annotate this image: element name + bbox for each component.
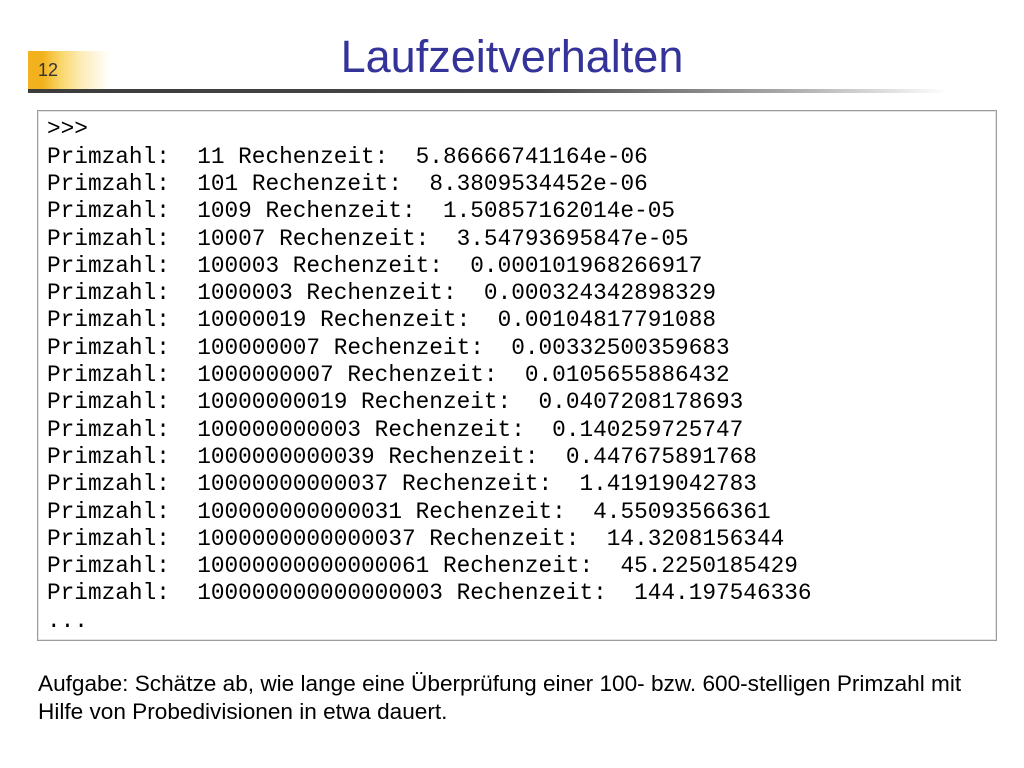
time-label: Rechenzeit: (306, 280, 457, 307)
console-output-line (47, 553, 996, 580)
prime-value: 100000000003 (197, 416, 362, 443)
console-output-line (47, 144, 996, 171)
title-divider (28, 89, 948, 93)
time-label: Rechenzeit: (388, 443, 539, 470)
prime-value: 1000000000000037 (197, 525, 416, 552)
time-label: Rechenzeit: (279, 225, 430, 252)
time-value: 14.3208156344 (606, 525, 785, 552)
prime-value: 10000000019 (197, 389, 348, 416)
prime-value: 101 (197, 170, 239, 197)
time-label: Rechenzeit: (265, 198, 416, 225)
prime-label: Primzahl: (47, 252, 170, 279)
console-output-line (47, 253, 996, 280)
time-value: 0.0407208178693 (538, 389, 744, 416)
prime-value: 11 (197, 143, 225, 170)
time-value: 0.000101968266917 (470, 252, 703, 279)
prime-value: 1000000007 (197, 362, 334, 389)
time-label: Rechenzeit: (401, 471, 553, 498)
prime-label: Primzahl: (47, 143, 170, 170)
console-output-line (47, 471, 996, 498)
console-output-line (47, 499, 996, 526)
time-value: 0.447675891768 (565, 443, 757, 470)
time-label: Rechenzeit: (415, 498, 566, 525)
slide-number: 12 (38, 60, 59, 80)
prime-label: Primzahl: (47, 525, 170, 552)
time-value: 45.2250185429 (620, 553, 798, 580)
prime-value: 100003 (197, 252, 280, 279)
console-output-line (47, 362, 996, 389)
prime-value: 10000000000037 (197, 471, 389, 498)
console-output-line (47, 198, 996, 225)
time-value: 0.0105655886432 (524, 362, 730, 389)
time-label: Rechenzeit: (374, 416, 525, 443)
prime-value: 100000000000031 (197, 498, 402, 525)
time-value: 0.00332500359683 (511, 334, 730, 361)
console-output-line (47, 171, 996, 198)
console-continuation: ... (47, 607, 88, 634)
prime-label: Primzahl: (47, 416, 170, 443)
time-label: Rechenzeit: (361, 389, 512, 416)
time-label: Rechenzeit: (456, 580, 607, 607)
time-value: 0.140259725747 (552, 416, 744, 443)
console-output-line (47, 580, 996, 607)
prime-value: 100000007 (197, 334, 321, 361)
prime-value: 100000000000000003 (197, 580, 443, 607)
time-value: 5.86666741164e-06 (415, 143, 648, 170)
prime-label: Primzahl: (47, 307, 170, 334)
prime-value: 10007 (197, 225, 266, 252)
task-text: Aufgabe: Schätze ab, wie lange eine Überprüfung einer 100- bzw. 600-stelligen Primzahl mit Hilfe von Probedivisionen in etwa dauert. (38, 671, 962, 724)
prime-value: 1009 (197, 198, 252, 225)
prime-label: Primzahl: (47, 225, 170, 252)
prime-value: 1000003 (197, 280, 293, 307)
time-label: Rechenzeit: (251, 170, 402, 197)
time-value: 0.000324342898329 (483, 280, 717, 307)
prime-label: Primzahl: (47, 443, 170, 470)
time-value: 1.41919042783 (579, 471, 757, 498)
console-output-line (47, 226, 996, 253)
time-label: Rechenzeit: (429, 525, 580, 552)
prime-label: Primzahl: (47, 389, 170, 416)
prime-label: Primzahl: (47, 580, 170, 607)
prime-label: Primzahl: (47, 498, 170, 525)
console-output-line (47, 389, 996, 416)
prime-value: 1000000000039 (197, 443, 375, 470)
python-console-output (37, 110, 997, 641)
time-label: Rechenzeit: (320, 307, 471, 334)
time-value: 1.50857162014e-05 (442, 198, 676, 225)
prime-label: Primzahl: (47, 280, 170, 307)
slide-title: Laufzeitverhalten (340, 31, 684, 82)
prime-label: Primzahl: (47, 362, 170, 389)
console-output-line (47, 417, 996, 444)
time-label: Rechenzeit: (333, 334, 484, 361)
console-output-line (47, 335, 996, 362)
time-label: Rechenzeit: (238, 143, 389, 170)
time-value: 4.55093566361 (593, 498, 771, 525)
time-value: 0.00104817791088 (497, 307, 716, 334)
time-label: Rechenzeit: (292, 252, 443, 279)
console-output-line (47, 444, 996, 471)
console-output-line (47, 526, 996, 553)
prime-label: Primzahl: (47, 471, 170, 498)
prime-label: Primzahl: (47, 170, 170, 197)
time-value: 8.3809534452e-06 (429, 170, 648, 197)
time-label: Rechenzeit: (347, 362, 498, 389)
console-prompt: >>> (47, 116, 88, 143)
prime-label: Primzahl: (47, 198, 170, 225)
console-output-line (47, 307, 996, 334)
prime-label: Primzahl: (47, 553, 170, 580)
time-value: 3.54793695847e-05 (456, 225, 689, 252)
console-output-line (47, 280, 996, 307)
time-label: Rechenzeit: (442, 553, 594, 580)
time-value: 144.197546336 (634, 580, 812, 607)
prime-value: 10000000000000061 (197, 553, 430, 580)
prime-label: Primzahl: (47, 334, 170, 361)
prime-value: 10000019 (197, 307, 307, 334)
